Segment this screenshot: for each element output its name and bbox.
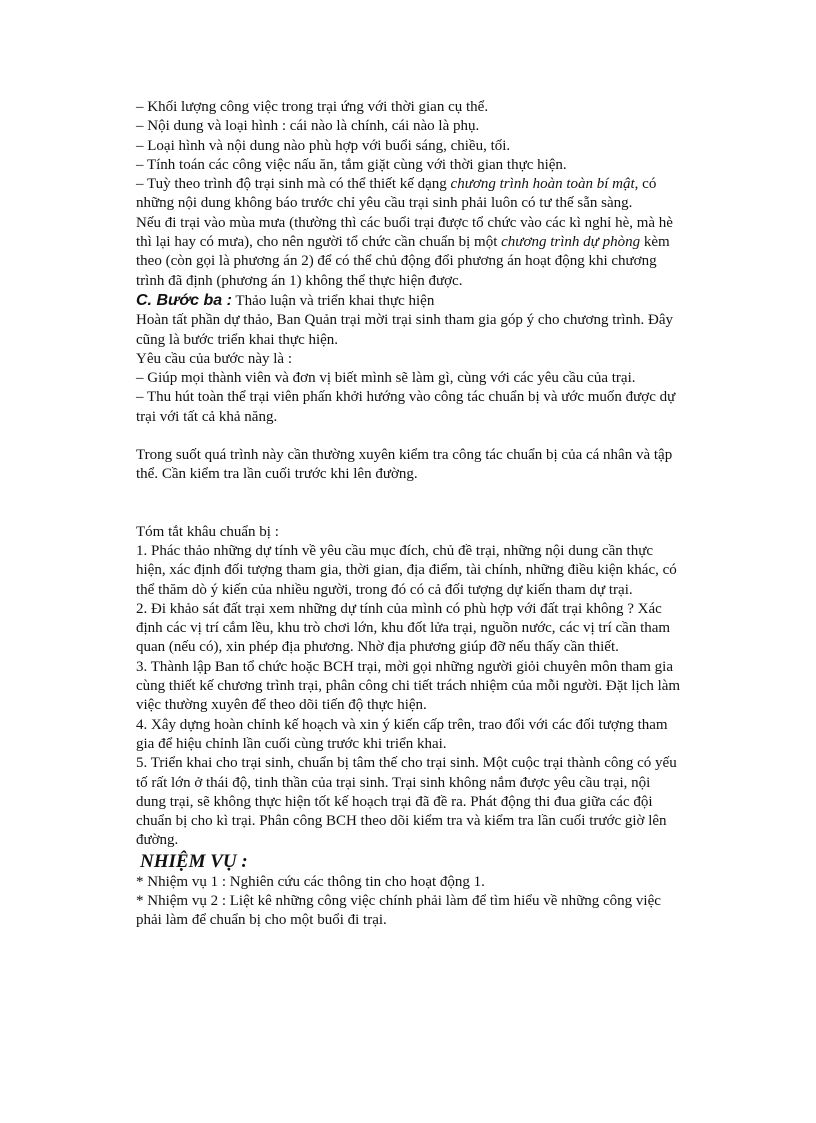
check-paragraph: Trong suốt quá trình này cần thường xuyên kiểm tra công tác chuẩn bị của cá nhân và tập thể. Cần kiểm tra lần cuối trước khi lên đường.	[136, 447, 673, 483]
mission-item-1: * Nhiệm vụ 1 : Nghiên cứu các thông tin cho hoạt động 1.	[136, 873, 485, 890]
summary-item-2: 2. Đi khảo sát đất trại xem những dự tính của mình có phù hợp với đất trại không ? Xác định các vị trí cắm lều, khu trò chơi lớn, khu đốt lửa trại, nguồn nước, các vị trí cần tham quan (nếu có), xin phép địa phương. Nhờ địa phương giúp đỡ nếu thấy cần thiết.	[136, 600, 671, 656]
rain-paragraph-text: Nếu đi trại vào mùa mưa (thường thì các buổi trại được tổ chức vào các kì nghỉ hè, mà hè thì lại hay có mưa), cho nên người tổ chức cần chuẩn bị một	[136, 214, 673, 251]
requirements-intro: Yêu cầu của bước này là :	[136, 350, 292, 367]
summary-item-4: 4. Xây dựng hoàn chỉnh kế hoạch và xin ý kiến cấp trên, trao đổi với các đối tượng tham gia để hiệu chỉnh lần cuối cùng trước khi triển khai.	[136, 716, 668, 752]
intro-item-3: – Loại hình và nội dung nào phù hợp với buổi sáng, chiều, tối.	[136, 137, 511, 154]
summary-title: Tóm tắt khâu chuẩn bị :	[136, 523, 279, 540]
step-c-heading	[136, 291, 684, 311]
secret-program-term: chương trình hoàn toàn bí mật	[450, 176, 635, 193]
intro-item-4: – Tính toán các công việc nấu ăn, tắm giặt cùng với thời gian thực hiện.	[136, 156, 567, 173]
requirement-item-1: – Giúp mọi thành viên và đơn vị biết mình sẽ làm gì, cùng với các yêu cầu của trại.	[136, 370, 636, 387]
rain-paragraph-rest: kèm theo (còn gọi là phương án 2) để có thể chủ động đổi phương án hoạt động khi chương trình đã định (phương án 1) không thể thực hiện được.	[136, 234, 670, 289]
intro-item-5	[136, 175, 684, 214]
intro-item-5-rest: , có những nội dung không báo trước chỉ yêu cầu trại sinh phải luôn có tư thế sẵn sàng.	[136, 176, 657, 212]
rain-paragraph	[136, 214, 684, 291]
blank-lines	[136, 485, 684, 523]
blank-line	[136, 427, 684, 446]
intro-item-5-text: – Tuỳ theo trình độ trại sinh mà có thể thiết kế dạng	[136, 176, 451, 193]
mission-item-2: * Nhiệm vụ 2 : Liệt kê những công việc chính phải làm để tìm hiểu về những công việc phải làm để chuẩn bị cho một buổi đi trại.	[136, 892, 661, 929]
step-c-label: C. Bước ba :	[136, 291, 232, 309]
step-c-paragraph: Hoàn tất phần dự thảo, Ban Quản trại mời trại sinh tham gia góp ý cho chương trình. Đây cũng là bước triển khai thực hiện.	[136, 312, 674, 348]
intro-item-1: – Khối lượng công việc trong trại ứng với thời gian cụ thể.	[136, 99, 489, 115]
document-page	[136, 98, 684, 931]
summary-item-5: 5. Triển khai cho trại sinh, chuẩn bị tâm thế cho trại sinh. Một cuộc trại thành công có yếu tố rất lớn ở thái độ, tinh thần của trại sinh. Trại sinh không nắm được yêu cầu trại, nội dung trại, sẽ không thực hiện tốt kế hoạch trại đã đề ra. Phát động thi đua giữa các đội chuẩn bị cho kì trại. Phân công BCH theo dõi kiểm tra và kiểm tra lần cuối trước giờ lên đường.	[136, 755, 677, 849]
step-c-title: Thảo luận và triển khai thực hiện	[231, 292, 435, 309]
summary-item-3: 3. Thành lập Ban tổ chức hoặc BCH trại, mời gọi những người giỏi chuyên môn tham gia cùng thiết kế chương trình trại, phân công chi tiết trách nhiệm của mỗi người. Đặt lịch làm việc thường xuyên để theo dõi tiến độ thực hiện.	[136, 658, 681, 714]
backup-program-term: chương trình dự phòng	[501, 234, 641, 251]
mission-title: NHIỆM VỤ :	[140, 850, 248, 872]
requirement-item-2: – Thu hút toàn thể trại viên phấn khởi hướng vào công tác chuẩn bị và ước muốn được dự trại với tất cả khả năng.	[136, 389, 676, 425]
summary-item-1: 1. Phác thảo những dự tính về yêu cầu mục đích, chủ đề trại, những nội dung cần thực hiện, xác định đối tượng tham gia, thời gian, địa điểm, tài chính, những điều kiện khác, có thể thăm dò ý kiến của nhiều người, trong đó có cả đối tượng dự kiến tham dự trại.	[136, 542, 677, 598]
intro-item-2: – Nội dung và loại hình : cái nào là chính, cái nào là phụ.	[136, 118, 480, 135]
